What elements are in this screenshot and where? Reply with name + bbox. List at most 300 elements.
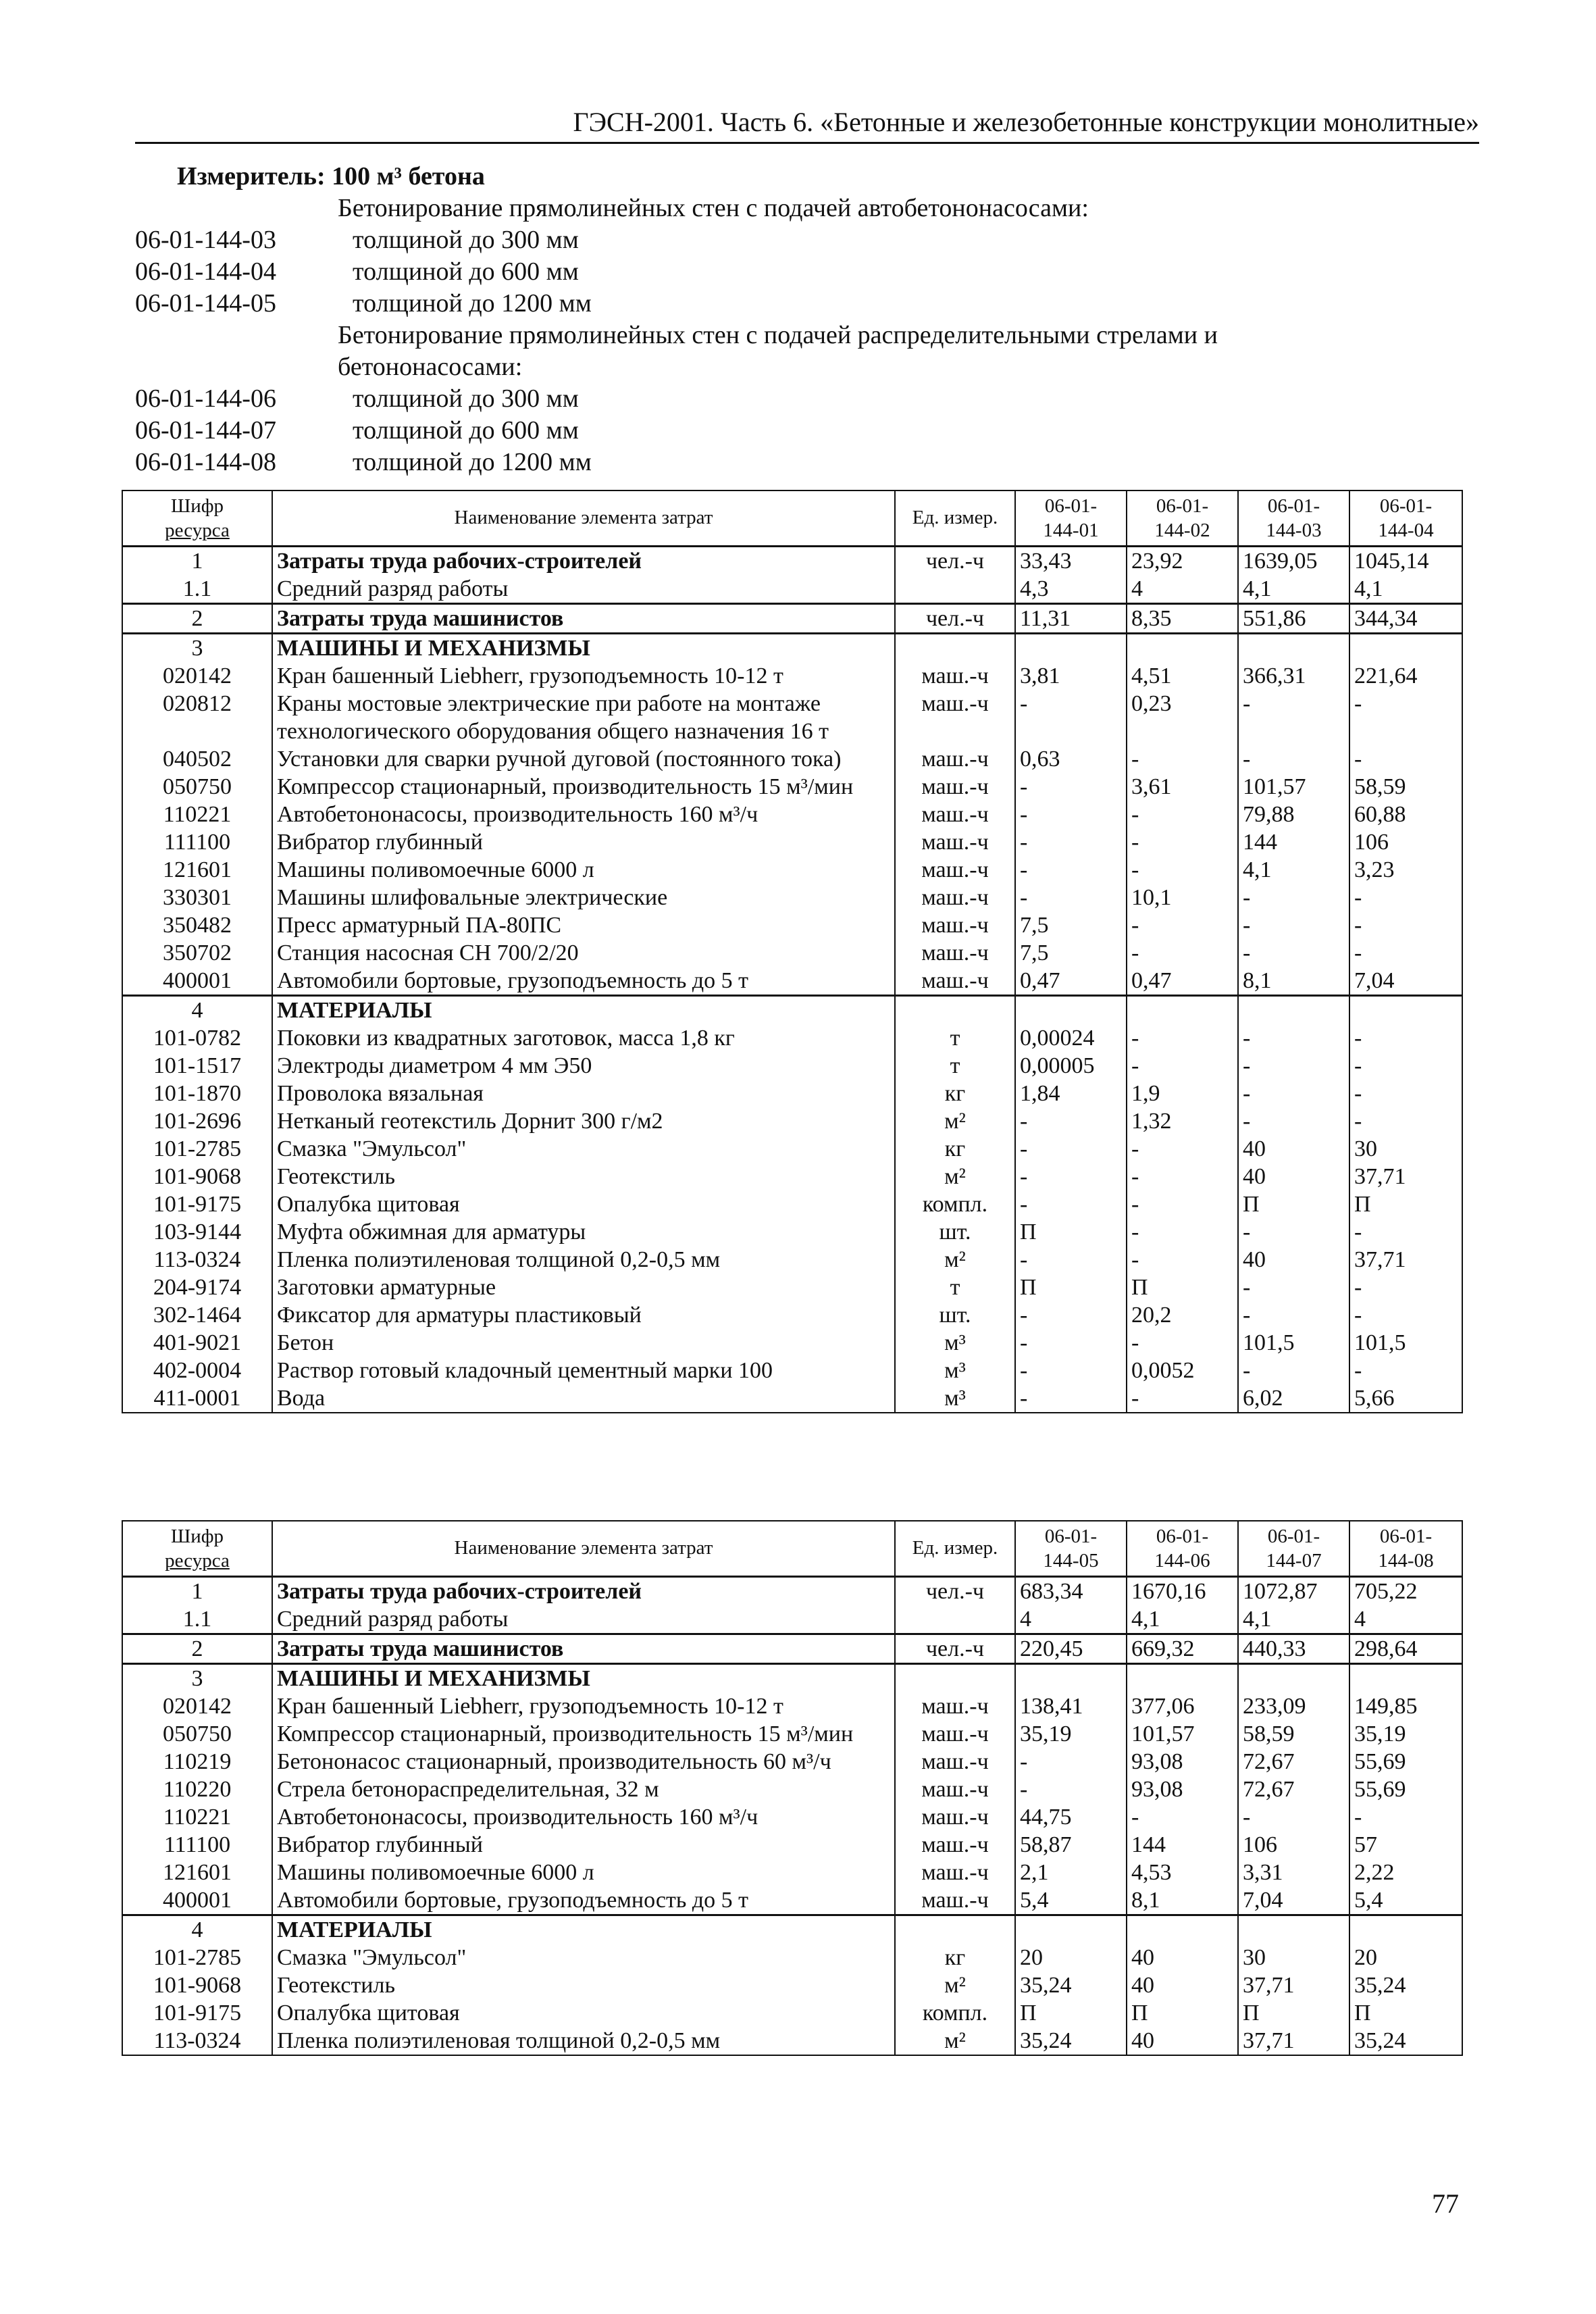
table-row bbox=[122, 603, 1462, 633]
resource-unit: маш.-ч bbox=[895, 911, 1015, 939]
table-row bbox=[122, 1052, 1462, 1080]
table-row bbox=[122, 828, 1462, 856]
resource-code: 121601 bbox=[122, 1859, 272, 1886]
resource-value: П bbox=[1349, 1999, 1462, 2027]
resource-value: - bbox=[1238, 1218, 1349, 1246]
resource-name: Установки для сварки ручной дуговой (постоянного тока) bbox=[272, 745, 895, 773]
resource-value: 93,08 bbox=[1127, 1776, 1238, 1803]
resource-value: 1072,87 bbox=[1238, 1576, 1349, 1605]
header-code-line2: ресурса bbox=[165, 519, 230, 541]
resource-value: - bbox=[1127, 1163, 1238, 1190]
resource-value bbox=[1127, 1663, 1238, 1692]
resource-value: 0,23 bbox=[1127, 690, 1238, 745]
resource-value: 138,41 bbox=[1015, 1692, 1127, 1720]
intro-text: толщиной до 1200 мм bbox=[353, 289, 592, 318]
resource-value: П bbox=[1015, 1274, 1127, 1301]
table-row bbox=[122, 1803, 1462, 1831]
resource-value bbox=[1127, 633, 1238, 662]
resource-value: 35,24 bbox=[1349, 2027, 1462, 2055]
group-heading-2a: Бетонирование прямолинейных стен с подачей распределительными стрелами и bbox=[338, 321, 1218, 349]
resource-name: Электроды диаметром 4 мм Э50 bbox=[272, 1052, 895, 1080]
resource-value: П bbox=[1349, 1190, 1462, 1218]
resource-value bbox=[1349, 633, 1462, 662]
resource-value: 4,3 bbox=[1015, 575, 1127, 604]
resource-value: 58,87 bbox=[1015, 1831, 1127, 1859]
resource-value bbox=[1238, 1663, 1349, 1692]
resource-name: Затраты труда рабочих-строителей bbox=[272, 546, 895, 575]
resource-value: - bbox=[1349, 911, 1462, 939]
resource-name: Автомобили бортовые, грузоподъемность до 5 т bbox=[272, 967, 895, 996]
intro-code: 06-01-144-03 bbox=[135, 226, 276, 254]
table-row bbox=[122, 1720, 1462, 1748]
resource-value: - bbox=[1127, 801, 1238, 828]
table-row bbox=[122, 1384, 1462, 1413]
resource-unit: м² bbox=[895, 2027, 1015, 2055]
table-row bbox=[122, 1190, 1462, 1218]
resource-value: 4,1 bbox=[1238, 856, 1349, 884]
resource-value: 669,32 bbox=[1127, 1634, 1238, 1663]
resource-value bbox=[1349, 1663, 1462, 1692]
resource-code: 103-9144 bbox=[122, 1218, 272, 1246]
resource-name: Поковки из квадратных заготовок, масса 1,8 кг bbox=[272, 1024, 895, 1052]
resource-unit: м² bbox=[895, 1163, 1015, 1190]
table-row bbox=[122, 1915, 1462, 1944]
resource-unit: м² bbox=[895, 1246, 1015, 1274]
resource-value bbox=[1238, 633, 1349, 662]
resource-value: 221,64 bbox=[1349, 662, 1462, 690]
resource-value: - bbox=[1349, 939, 1462, 967]
resource-value: 0,0052 bbox=[1127, 1357, 1238, 1384]
col-code-b: 144-07 bbox=[1266, 1549, 1322, 1571]
resource-value: 4,1 bbox=[1238, 1605, 1349, 1634]
resource-name: Машины поливомоечные 6000 л bbox=[272, 1859, 895, 1886]
resource-value: 8,1 bbox=[1127, 1886, 1238, 1915]
resource-name: Пленка полиэтиленовая толщиной 0,2-0,5 мм bbox=[272, 2027, 895, 2055]
resource-value: 8,35 bbox=[1127, 603, 1238, 633]
col-code-b: 144-05 bbox=[1043, 1549, 1099, 1571]
resource-value: 40 bbox=[1238, 1246, 1349, 1274]
resource-value: 30 bbox=[1349, 1135, 1462, 1163]
col-code-a: 06-01- bbox=[1267, 1525, 1320, 1547]
intro-item bbox=[135, 256, 1479, 288]
resource-code: 204-9174 bbox=[122, 1274, 272, 1301]
resource-value: 5,4 bbox=[1015, 1886, 1127, 1915]
resource-value: - bbox=[1238, 1803, 1349, 1831]
resource-value: 79,88 bbox=[1238, 801, 1349, 828]
resource-code: 350702 bbox=[122, 939, 272, 967]
resource-value: 37,71 bbox=[1238, 1971, 1349, 1999]
resource-value bbox=[1015, 633, 1127, 662]
resource-unit: м³ bbox=[895, 1357, 1015, 1384]
table-row bbox=[122, 1776, 1462, 1803]
resource-name: Смазка "Эмульсол" bbox=[272, 1135, 895, 1163]
resource-unit: м² bbox=[895, 1107, 1015, 1135]
table-row bbox=[122, 801, 1462, 828]
col-code-a: 06-01- bbox=[1379, 495, 1433, 517]
resource-value: 1639,05 bbox=[1238, 546, 1349, 575]
intro-code: 06-01-144-04 bbox=[135, 257, 276, 286]
resource-value: - bbox=[1127, 1135, 1238, 1163]
resource-value: - bbox=[1349, 1274, 1462, 1301]
table-row bbox=[122, 1576, 1462, 1605]
intro-item bbox=[135, 288, 1479, 320]
col-code-a: 06-01- bbox=[1379, 1525, 1433, 1547]
resource-unit: маш.-ч bbox=[895, 690, 1015, 745]
resource-name: Пресс арматурный ПА-80ПС bbox=[272, 911, 895, 939]
resource-value: 1,9 bbox=[1127, 1080, 1238, 1107]
resource-unit: т bbox=[895, 1274, 1015, 1301]
table-row bbox=[122, 1135, 1462, 1163]
resource-value: - bbox=[1349, 884, 1462, 911]
header-code bbox=[122, 1521, 272, 1576]
resource-code: 101-0782 bbox=[122, 1024, 272, 1052]
resource-value: - bbox=[1238, 1301, 1349, 1329]
resource-value: 58,59 bbox=[1238, 1720, 1349, 1748]
resource-name: МАТЕРИАЛЫ bbox=[272, 995, 895, 1024]
resource-value: - bbox=[1015, 1190, 1127, 1218]
resource-value: 5,4 bbox=[1349, 1886, 1462, 1915]
resource-unit: кг bbox=[895, 1135, 1015, 1163]
resource-value: 1670,16 bbox=[1127, 1576, 1238, 1605]
resource-unit bbox=[895, 633, 1015, 662]
resource-unit bbox=[895, 1915, 1015, 1944]
resource-value: - bbox=[1127, 856, 1238, 884]
resource-unit: т bbox=[895, 1052, 1015, 1080]
resource-value: - bbox=[1238, 1357, 1349, 1384]
col-code-a: 06-01- bbox=[1267, 495, 1320, 517]
resource-unit: маш.-ч bbox=[895, 1886, 1015, 1915]
resource-table-1 bbox=[122, 490, 1463, 1413]
resource-value: - bbox=[1015, 1107, 1127, 1135]
resource-value: - bbox=[1238, 1052, 1349, 1080]
resource-value: 0,00024 bbox=[1015, 1024, 1127, 1052]
header-col bbox=[1015, 1521, 1127, 1576]
table-row bbox=[122, 1218, 1462, 1246]
resource-value: - bbox=[1015, 690, 1127, 745]
resource-code: 020812 bbox=[122, 690, 272, 745]
resource-name: Кран башенный Liebherr, грузоподъемность 10-12 т bbox=[272, 1692, 895, 1720]
resource-name: Опалубка щитовая bbox=[272, 1999, 895, 2027]
resource-code: 020142 bbox=[122, 1692, 272, 1720]
resource-code: 101-2785 bbox=[122, 1135, 272, 1163]
resource-code: 101-2785 bbox=[122, 1944, 272, 1971]
col-code-a: 06-01- bbox=[1156, 495, 1209, 517]
resource-value: - bbox=[1349, 1107, 1462, 1135]
resource-name: Геотекстиль bbox=[272, 1163, 895, 1190]
table-row bbox=[122, 745, 1462, 773]
header-code bbox=[122, 491, 272, 546]
header-col bbox=[1127, 491, 1238, 546]
resource-code: 330301 bbox=[122, 884, 272, 911]
resource-unit: чел.-ч bbox=[895, 603, 1015, 633]
resource-name: Кран башенный Liebherr, грузоподъемность 10-12 т bbox=[272, 662, 895, 690]
resource-value: - bbox=[1015, 884, 1127, 911]
resource-unit: маш.-ч bbox=[895, 745, 1015, 773]
resource-code: 101-1517 bbox=[122, 1052, 272, 1080]
table-row bbox=[122, 1107, 1462, 1135]
resource-value: - bbox=[1238, 1024, 1349, 1052]
resource-value: - bbox=[1349, 1218, 1462, 1246]
resource-value: 10,1 bbox=[1127, 884, 1238, 911]
resource-value: 2,1 bbox=[1015, 1859, 1127, 1886]
resource-value bbox=[1127, 1915, 1238, 1944]
resource-value: - bbox=[1015, 1329, 1127, 1357]
resource-value: 144 bbox=[1238, 828, 1349, 856]
resource-value: 35,24 bbox=[1015, 2027, 1127, 2055]
resource-value: - bbox=[1015, 1135, 1127, 1163]
resource-unit: т bbox=[895, 1024, 1015, 1052]
resource-code: 401-9021 bbox=[122, 1329, 272, 1357]
resource-value: 298,64 bbox=[1349, 1634, 1462, 1663]
resource-code: 400001 bbox=[122, 1886, 272, 1915]
resource-value: 0,63 bbox=[1015, 745, 1127, 773]
resource-code: 111100 bbox=[122, 1831, 272, 1859]
group-heading-2b: бетононасосами: bbox=[338, 353, 523, 381]
col-code-b: 144-06 bbox=[1154, 1549, 1210, 1571]
resource-value: П bbox=[1127, 1999, 1238, 2027]
resource-value: - bbox=[1349, 1024, 1462, 1052]
resource-value: 1045,14 bbox=[1349, 546, 1462, 575]
resource-unit: м² bbox=[895, 1971, 1015, 1999]
table-row bbox=[122, 884, 1462, 911]
resource-value: - bbox=[1127, 1052, 1238, 1080]
resource-value: 20,2 bbox=[1127, 1301, 1238, 1329]
resource-value: - bbox=[1238, 884, 1349, 911]
resource-value: 58,59 bbox=[1349, 773, 1462, 801]
resource-value: - bbox=[1127, 1329, 1238, 1357]
resource-value: - bbox=[1349, 1052, 1462, 1080]
resource-value: - bbox=[1127, 1190, 1238, 1218]
resource-name: Смазка "Эмульсол" bbox=[272, 1944, 895, 1971]
resource-value: 101,57 bbox=[1127, 1720, 1238, 1748]
resource-value: - bbox=[1127, 828, 1238, 856]
resource-name: Бетон bbox=[272, 1329, 895, 1357]
header-code-line2: ресурса bbox=[165, 1549, 230, 1571]
resource-name: Затраты труда машинистов bbox=[272, 603, 895, 633]
col-code-b: 144-04 bbox=[1378, 519, 1434, 541]
resource-code: 101-2696 bbox=[122, 1107, 272, 1135]
resource-code: 101-9068 bbox=[122, 1971, 272, 1999]
table-row bbox=[122, 1634, 1462, 1663]
resource-value: - bbox=[1015, 1246, 1127, 1274]
resource-code: 101-9068 bbox=[122, 1163, 272, 1190]
resource-value: 0,47 bbox=[1015, 967, 1127, 996]
resource-value bbox=[1349, 995, 1462, 1024]
resource-value: - bbox=[1015, 1776, 1127, 1803]
resource-name: Средний разряд работы bbox=[272, 575, 895, 604]
resource-unit: шт. bbox=[895, 1301, 1015, 1329]
resource-value: - bbox=[1015, 1163, 1127, 1190]
resource-value: 35,24 bbox=[1349, 1971, 1462, 1999]
resource-value: - bbox=[1127, 939, 1238, 967]
resource-name: МАШИНЫ И МЕХАНИЗМЫ bbox=[272, 633, 895, 662]
table-row bbox=[122, 662, 1462, 690]
resource-value: 440,33 bbox=[1238, 1634, 1349, 1663]
resource-value bbox=[1127, 995, 1238, 1024]
intro-text: толщиной до 600 мм bbox=[353, 416, 579, 445]
resource-unit: маш.-ч bbox=[895, 884, 1015, 911]
resource-value: 1,84 bbox=[1015, 1080, 1127, 1107]
header-col bbox=[1349, 1521, 1462, 1576]
intro-item bbox=[135, 415, 1479, 447]
resource-value: 3,81 bbox=[1015, 662, 1127, 690]
table-row bbox=[122, 1831, 1462, 1859]
resource-value: 149,85 bbox=[1349, 1692, 1462, 1720]
resource-value: - bbox=[1238, 690, 1349, 745]
table-row bbox=[122, 1971, 1462, 1999]
resource-value: - bbox=[1349, 690, 1462, 745]
resource-value bbox=[1015, 1663, 1127, 1692]
resource-name: Средний разряд работы bbox=[272, 1605, 895, 1634]
resource-value: 4,1 bbox=[1349, 575, 1462, 604]
resource-value: 35,24 bbox=[1015, 1971, 1127, 1999]
resource-value bbox=[1015, 995, 1127, 1024]
resource-name: Машины шлифовальные электрические bbox=[272, 884, 895, 911]
resource-unit: маш.-ч bbox=[895, 1748, 1015, 1776]
col-code-a: 06-01- bbox=[1156, 1525, 1209, 1547]
intro-item bbox=[135, 383, 1479, 415]
table-row bbox=[122, 1663, 1462, 1692]
resource-name: Муфта обжимная для арматуры bbox=[272, 1218, 895, 1246]
resource-value: 7,04 bbox=[1238, 1886, 1349, 1915]
resource-code: 110219 bbox=[122, 1748, 272, 1776]
resource-name: Станция насосная СН 700/2/20 bbox=[272, 939, 895, 967]
header-col bbox=[1127, 1521, 1238, 1576]
resource-unit: маш.-ч bbox=[895, 773, 1015, 801]
resource-unit: кг bbox=[895, 1944, 1015, 1971]
resource-value: - bbox=[1015, 856, 1127, 884]
resource-name: Компрессор стационарный, производительность 15 м³/мин bbox=[272, 773, 895, 801]
table-row bbox=[122, 911, 1462, 939]
resource-name: Вода bbox=[272, 1384, 895, 1413]
resource-value: - bbox=[1349, 1301, 1462, 1329]
group-heading-1: Бетонирование прямолинейных стен с подачей автобетононасосами: bbox=[338, 194, 1089, 222]
resource-code: 400001 bbox=[122, 967, 272, 996]
resource-code: 402-0004 bbox=[122, 1357, 272, 1384]
table-row bbox=[122, 1886, 1462, 1915]
resource-value: 377,06 bbox=[1127, 1692, 1238, 1720]
table-row bbox=[122, 1274, 1462, 1301]
resource-value: 40 bbox=[1127, 1971, 1238, 1999]
resource-code: 1 bbox=[122, 546, 272, 575]
resource-value: 44,75 bbox=[1015, 1803, 1127, 1831]
resource-value: П bbox=[1015, 1999, 1127, 2027]
resource-code: 1.1 bbox=[122, 575, 272, 604]
resource-unit: маш.-ч bbox=[895, 1859, 1015, 1886]
resource-value: 683,34 bbox=[1015, 1576, 1127, 1605]
resource-value: - bbox=[1349, 1803, 1462, 1831]
resource-value bbox=[1015, 1915, 1127, 1944]
resource-unit: компл. bbox=[895, 1190, 1015, 1218]
resource-value: 4 bbox=[1349, 1605, 1462, 1634]
resource-code: 1 bbox=[122, 1576, 272, 1605]
resource-name: Вибратор глубинный bbox=[272, 828, 895, 856]
resource-name: Автобетононасосы, производительность 160 м³/ч bbox=[272, 1803, 895, 1831]
resource-value: П bbox=[1238, 1190, 1349, 1218]
resource-value: 233,09 bbox=[1238, 1692, 1349, 1720]
resource-name: МАШИНЫ И МЕХАНИЗМЫ bbox=[272, 1663, 895, 1692]
resource-unit bbox=[895, 575, 1015, 604]
resource-name: Стрела бетонораспределительная, 32 м bbox=[272, 1776, 895, 1803]
resource-table-2 bbox=[122, 1520, 1463, 2056]
resource-code: 1.1 bbox=[122, 1605, 272, 1634]
table-row bbox=[122, 1605, 1462, 1634]
resource-value: 3,61 bbox=[1127, 773, 1238, 801]
resource-value: - bbox=[1238, 939, 1349, 967]
measure-unit: Измеритель: 100 м³ бетона bbox=[177, 162, 485, 191]
table-row bbox=[122, 1163, 1462, 1190]
resource-value: 35,19 bbox=[1015, 1720, 1127, 1748]
col-code-b: 144-03 bbox=[1266, 519, 1322, 541]
resource-value: П bbox=[1238, 1999, 1349, 2027]
resource-value: - bbox=[1238, 745, 1349, 773]
resource-code: 050750 bbox=[122, 1720, 272, 1748]
resource-value: 4,1 bbox=[1127, 1605, 1238, 1634]
resource-value: 0,00005 bbox=[1015, 1052, 1127, 1080]
table-row bbox=[122, 1024, 1462, 1052]
resource-name: Затраты труда машинистов bbox=[272, 1634, 895, 1663]
resource-value: - bbox=[1349, 1080, 1462, 1107]
resource-value: 106 bbox=[1349, 828, 1462, 856]
resource-code: 020142 bbox=[122, 662, 272, 690]
resource-value: 37,71 bbox=[1238, 2027, 1349, 2055]
page-number: 77 bbox=[1432, 2188, 1459, 2219]
resource-name: Фиксатор для арматуры пластиковый bbox=[272, 1301, 895, 1329]
resource-value: 7,5 bbox=[1015, 939, 1127, 967]
intro-text: толщиной до 300 мм bbox=[353, 226, 579, 254]
intro-item bbox=[135, 447, 1479, 478]
resource-name: Автобетононасосы, производительность 160 м³/ч bbox=[272, 801, 895, 828]
resource-value: 4,1 bbox=[1238, 575, 1349, 604]
resource-code: 2 bbox=[122, 603, 272, 633]
col-code-a: 06-01- bbox=[1044, 495, 1098, 517]
resource-value: 106 bbox=[1238, 1831, 1349, 1859]
resource-name: Раствор готовый кладочный цементный марки 100 bbox=[272, 1357, 895, 1384]
resource-unit: компл. bbox=[895, 1999, 1015, 2027]
table-row bbox=[122, 1748, 1462, 1776]
header-name: Наименование элемента затрат bbox=[272, 1521, 895, 1576]
resource-code: 040502 bbox=[122, 745, 272, 773]
table-row bbox=[122, 1329, 1462, 1357]
resource-unit: чел.-ч bbox=[895, 1634, 1015, 1663]
resource-value: - bbox=[1238, 1107, 1349, 1135]
table-row bbox=[122, 856, 1462, 884]
resource-unit: маш.-ч bbox=[895, 856, 1015, 884]
resource-name: Вибратор глубинный bbox=[272, 1831, 895, 1859]
resource-value: 6,02 bbox=[1238, 1384, 1349, 1413]
resource-unit: маш.-ч bbox=[895, 939, 1015, 967]
table-row bbox=[122, 575, 1462, 604]
table-row bbox=[122, 1944, 1462, 1971]
resource-code: 2 bbox=[122, 1634, 272, 1663]
table-row bbox=[122, 1999, 1462, 2027]
resource-name: Машины поливомоечные 6000 л bbox=[272, 856, 895, 884]
resource-value: 72,67 bbox=[1238, 1776, 1349, 1803]
resource-name: Автомобили бортовые, грузоподъемность до 5 т bbox=[272, 1886, 895, 1915]
resource-name: Компрессор стационарный, производительность 15 м³/мин bbox=[272, 1720, 895, 1748]
resource-value: 3,31 bbox=[1238, 1859, 1349, 1886]
resource-value: - bbox=[1349, 1357, 1462, 1384]
resource-value: - bbox=[1238, 911, 1349, 939]
resource-value: 55,69 bbox=[1349, 1776, 1462, 1803]
table-row bbox=[122, 690, 1462, 745]
resource-value: - bbox=[1127, 911, 1238, 939]
resource-value: 30 bbox=[1238, 1944, 1349, 1971]
resource-value: - bbox=[1127, 1024, 1238, 1052]
resource-unit: маш.-ч bbox=[895, 967, 1015, 996]
resource-unit bbox=[895, 995, 1015, 1024]
col-code-a: 06-01- bbox=[1044, 1525, 1098, 1547]
